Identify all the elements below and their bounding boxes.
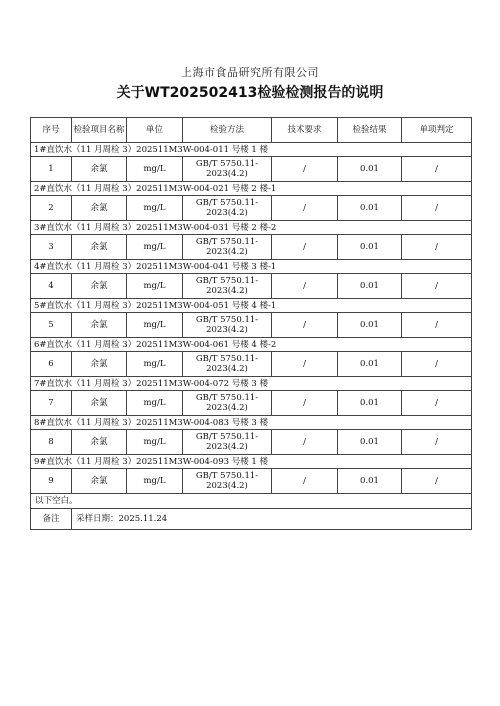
cell-judgement: / [402,313,472,338]
cell-no: 4 [31,274,72,299]
sample-label: 7#直饮水（11 月周检 3）202511M3W-004-072 号楼 3 楼 [31,377,472,391]
cell-result: 0.01 [338,430,402,455]
cell-result: 0.01 [338,274,402,299]
sample-label: 5#直饮水（11 月周检 3）202511M3W-004-051 号楼 4 楼-1 [31,299,472,313]
sample-group-row [31,221,472,235]
cell-requirement: / [272,274,338,299]
method-line-1: GB/T 5750.11- [195,276,259,286]
table-row [31,352,472,377]
cell-unit: mg/L [127,157,183,182]
cell-unit: mg/L [127,196,183,221]
sample-group-row [31,377,472,391]
cell-no: 7 [31,391,72,416]
cell-item: 余氯 [72,274,127,299]
cell-no: 3 [31,235,72,260]
cell-requirement: / [272,352,338,377]
cell-item: 余氯 [72,352,127,377]
remark-label: 备注 [31,509,72,530]
method-line-1: GB/T 5750.11- [195,237,259,247]
table-row [31,430,472,455]
method-line-2: 2023(4.2) [206,481,248,491]
method-line-2: 2023(4.2) [206,325,248,335]
sample-group-row [31,416,472,430]
cell-unit: mg/L [127,313,183,338]
cell-result: 0.01 [338,196,402,221]
method-line-2: 2023(4.2) [206,286,248,296]
col-header-method: 检验方法 [183,118,272,143]
cell-no: 8 [31,430,72,455]
col-header-item: 检验项目名称 [72,118,127,143]
method-line-1: GB/T 5750.11- [195,432,259,442]
cell-unit: mg/L [127,274,183,299]
sample-group-row [31,299,472,313]
cell-result: 0.01 [338,352,402,377]
report-title: 关于WT202502413检验检测报告的说明 [116,85,384,101]
cell-unit: mg/L [127,235,183,260]
cell-unit: mg/L [127,352,183,377]
cell-no: 6 [31,352,72,377]
cell-unit: mg/L [127,469,183,494]
cell-result: 0.01 [338,313,402,338]
sample-label: 9#直饮水（11 月周检 3）202511M3W-004-093 号楼 1 楼 [31,455,472,469]
cell-judgement: / [402,157,472,182]
sample-label: 6#直饮水（11 月周检 3）202511M3W-004-061 号楼 4 楼-2 [31,338,472,352]
cell-no: 9 [31,469,72,494]
report-table [30,117,472,530]
col-header-judgement: 单项判定 [402,118,472,143]
method-line-2: 2023(4.2) [206,247,248,257]
cell-judgement: / [402,196,472,221]
cell-result: 0.01 [338,235,402,260]
method-line-1: GB/T 5750.11- [195,354,259,364]
cell-method [183,157,272,182]
cell-unit: mg/L [127,391,183,416]
sample-label: 2#直饮水（11 月周检 3）202511M3W-004-021 号楼 2 楼-1 [31,182,472,196]
cell-result: 0.01 [338,391,402,416]
method-line-1: GB/T 5750.11- [195,198,259,208]
cell-judgement: / [402,469,472,494]
cell-item: 余氯 [72,313,127,338]
method-line-2: 2023(4.2) [206,208,248,218]
col-header-unit: 单位 [127,118,183,143]
remark-value: 采样日期：2025.11.24 [72,509,472,530]
cell-method [183,196,272,221]
cell-item: 余氯 [72,235,127,260]
blank-note-row [31,494,472,509]
table-row [31,274,472,299]
table-row [31,196,472,221]
col-header-requirement: 技术要求 [272,118,338,143]
cell-no: 5 [31,313,72,338]
cell-judgement: / [402,352,472,377]
sample-group-row [31,455,472,469]
method-line-1: GB/T 5750.11- [195,471,259,481]
cell-requirement: / [272,157,338,182]
sample-group-row [31,338,472,352]
cell-method [183,352,272,377]
method-line-2: 2023(4.2) [206,403,248,413]
cell-item: 余氯 [72,157,127,182]
method-line-1: GB/T 5750.11- [195,315,259,325]
blank-note: 以下空白。 [31,494,472,509]
cell-requirement: / [272,313,338,338]
table-row [31,391,472,416]
organization-name: 上海市食品研究所有限公司 [181,66,319,79]
cell-item: 余氯 [72,391,127,416]
sample-label: 1#直饮水（11 月周检 3）202511M3W-004-011 号楼 1 楼 [31,143,472,157]
cell-requirement: / [272,196,338,221]
method-line-1: GB/T 5750.11- [195,159,259,169]
cell-judgement: / [402,274,472,299]
cell-method [183,430,272,455]
table-header-row [31,118,472,143]
cell-method [183,469,272,494]
cell-judgement: / [402,430,472,455]
remark-row [31,509,472,530]
method-line-2: 2023(4.2) [206,169,248,179]
sample-label: 4#直饮水（11 月周检 3）202511M3W-004-041 号楼 3 楼-1 [31,260,472,274]
cell-result: 0.01 [338,157,402,182]
cell-unit: mg/L [127,430,183,455]
sample-label: 3#直饮水（11 月周检 3）202511M3W-004-031 号楼 2 楼-2 [31,221,472,235]
table-row [31,235,472,260]
cell-no: 1 [31,157,72,182]
cell-method [183,274,272,299]
cell-no: 2 [31,196,72,221]
cell-item: 余氯 [72,196,127,221]
sample-group-row [31,182,472,196]
col-header-no: 序号 [31,118,72,143]
col-header-result: 检验结果 [338,118,402,143]
sample-group-row [31,143,472,157]
sample-label: 8#直饮水（11 月周检 3）202511M3W-004-083 号楼 3 楼 [31,416,472,430]
cell-method [183,235,272,260]
method-line-1: GB/T 5750.11- [195,393,259,403]
cell-judgement: / [402,235,472,260]
cell-item: 余氯 [72,469,127,494]
cell-item: 余氯 [72,430,127,455]
cell-requirement: / [272,430,338,455]
cell-judgement: / [402,391,472,416]
cell-result: 0.01 [338,469,402,494]
table-row [31,157,472,182]
sample-group-row [31,260,472,274]
cell-method [183,391,272,416]
table-row [31,313,472,338]
method-line-2: 2023(4.2) [206,442,248,452]
cell-method [183,313,272,338]
method-line-2: 2023(4.2) [206,364,248,374]
cell-requirement: / [272,391,338,416]
table-row [31,469,472,494]
cell-requirement: / [272,235,338,260]
cell-requirement: / [272,469,338,494]
